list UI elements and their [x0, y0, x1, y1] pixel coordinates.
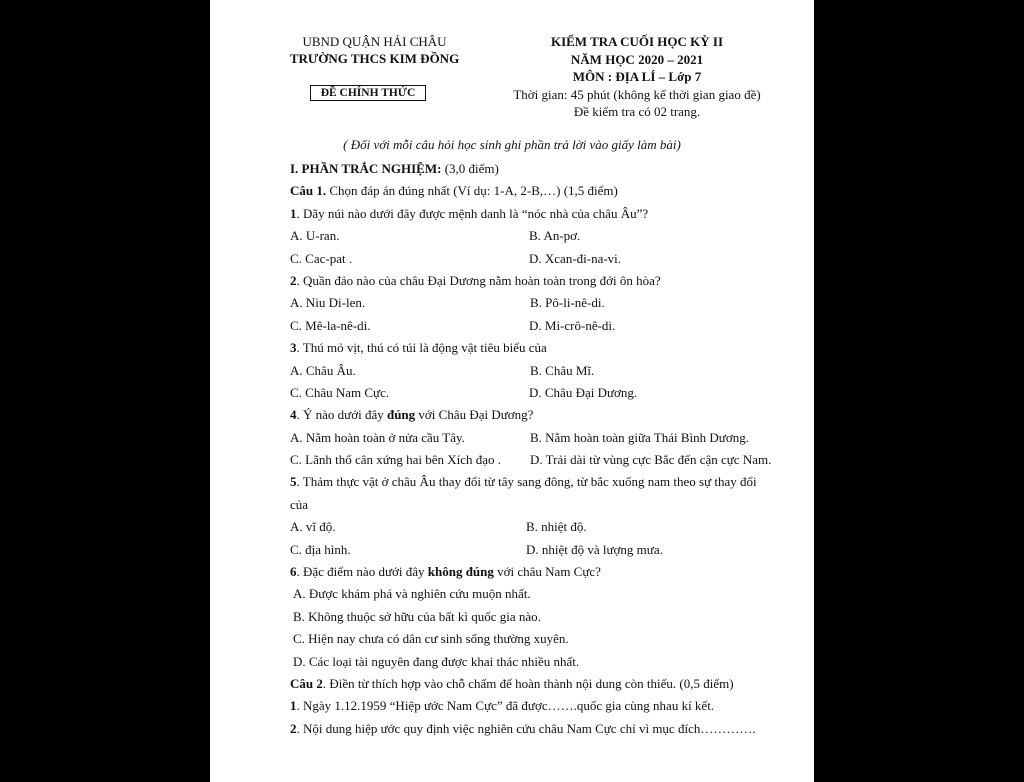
answer-option: D. Châu Đại Dương.: [529, 384, 638, 400]
answer-option: A. U-ran.: [290, 228, 340, 244]
section-title: I. PHẦN TRẮC NGHIỆM: (3,0 điểm): [290, 161, 499, 176]
answer-option: B. Châu Mĩ.: [530, 362, 595, 378]
question-4: 4. Ý nào dưới đây đúng với Châu Đại Dương?: [290, 407, 534, 423]
answer-row: [290, 539, 790, 561]
exam-page: [210, 0, 814, 782]
answer-row: [290, 449, 790, 471]
answer-row: [290, 360, 790, 382]
school-year: NĂM HỌC 2020 – 2021: [570, 51, 704, 67]
exam-title: KIỂM TRA CUỐI HỌC KỲ II: [550, 34, 724, 49]
instruction: ( Đối với mỗi câu hỏi học sinh ghi phần trả lời vào giấy làm bài): [343, 137, 681, 152]
answer-option: B. Không thuộc sở hữu của bất kì quốc gia nào.: [293, 608, 541, 624]
answer-row: [290, 225, 790, 247]
question-6: 6. Đặc điểm nào dưới đây không đúng với châu Nam Cực?: [290, 564, 601, 580]
answer-option: D. Mi-crô-nê-di.: [529, 317, 616, 333]
answer-row: [290, 248, 790, 270]
answer-option: C. Hiện nay chưa có dân cư sinh sống thường xuyên.: [293, 631, 569, 647]
district-name: UBND QUẬN HẢI CHÂU: [302, 34, 447, 49]
question-group-2: Câu 2. Điền từ thích hợp vào chỗ chấm để hoàn thành nội dung còn thiếu. (0,5 điểm): [290, 675, 734, 691]
answer-option: A. Nằm hoàn toàn ở nửa cầu Tây.: [290, 429, 465, 445]
answer-option: A. Châu Âu.: [290, 362, 356, 378]
answer-option: C. Mê-la-nê-di.: [290, 317, 371, 333]
answer-option: A. Niu Di-len.: [290, 295, 366, 311]
answer-option: B. An-pơ.: [529, 228, 581, 244]
question-5-continued: của: [290, 496, 309, 512]
answer-option: A. vĩ độ.: [290, 519, 336, 535]
answer-option: A. Được khám phá và nghiên cứu muộn nhất.: [293, 586, 531, 602]
answer-option: D. Các loại tài nguyên đang được khai thác nhiều nhất.: [293, 653, 580, 669]
answer-option: C. địa hình.: [290, 541, 351, 557]
answer-option: B. Nằm hoàn toàn giữa Thái Bình Dương.: [530, 429, 749, 445]
fill-in-item-2: 2. Nội dung hiệp ước quy định việc nghiên cứu châu Nam Cực chỉ vì mục đích………….: [290, 720, 756, 736]
time-limit: Thời gian: 45 phút (không kể thời gian giao đề): [513, 86, 761, 102]
answer-option: B. Pô-li-nê-di.: [530, 295, 605, 311]
official-label: ĐỀ CHÍNH THỨC: [310, 85, 426, 101]
fill-in-item-1: 1. Ngày 1.12.1959 “Hiệp ước Nam Cực” đã được…….quốc gia cùng nhau kí kết.: [290, 698, 715, 714]
answer-option: D. Xcan-đi-na-vi.: [529, 250, 622, 266]
answer-option: D. nhiệt độ và lượng mưa.: [526, 541, 663, 557]
answer-row: [290, 315, 790, 337]
answer-row: [290, 382, 790, 404]
school-header: [282, 33, 467, 67]
question-group-1: Câu 1. Chọn đáp án đúng nhất (Ví dụ: 1-A, 2-B,…) (1,5 điểm): [290, 183, 618, 199]
answer-option: C. Lãnh thổ cân xứng hai bên Xích đạo .: [290, 452, 502, 468]
answer-option: C. Cac-pat .: [290, 250, 353, 266]
answer-row: [290, 292, 790, 314]
question-3: 3. Thú mỏ vịt, thú có túi là động vật tiêu biểu của: [290, 340, 547, 356]
answer-row: [290, 427, 790, 449]
question-1: 1. Dãy núi nào dưới đây được mệnh danh là “nóc nhà của châu Âu”?: [290, 205, 649, 221]
answer-option: D. Trải dài từ vùng cực Bắc đến cận cực Nam.: [530, 452, 772, 468]
answer-option: C. Châu Nam Cực.: [290, 384, 390, 400]
subject: MÔN : ĐỊA LÍ – Lớp 7: [572, 69, 702, 84]
question-5: 5. Thảm thực vật ở châu Âu thay đổi từ tây sang đông, từ bắc xuống nam theo sự thay đổi: [290, 474, 757, 490]
question-2: 2. Quần đảo nào của châu Đại Dương nằm hoàn toàn trong đới ôn hòa?: [290, 272, 661, 288]
answer-row: [290, 516, 790, 538]
exam-header: [507, 33, 767, 121]
exam-body: [290, 158, 790, 740]
school-name: TRƯỜNG THCS KIM ĐỒNG: [289, 51, 460, 66]
answer-option: B. nhiệt độ.: [526, 519, 587, 535]
page-count: Đề kiểm tra có 02 trang.: [573, 104, 701, 119]
